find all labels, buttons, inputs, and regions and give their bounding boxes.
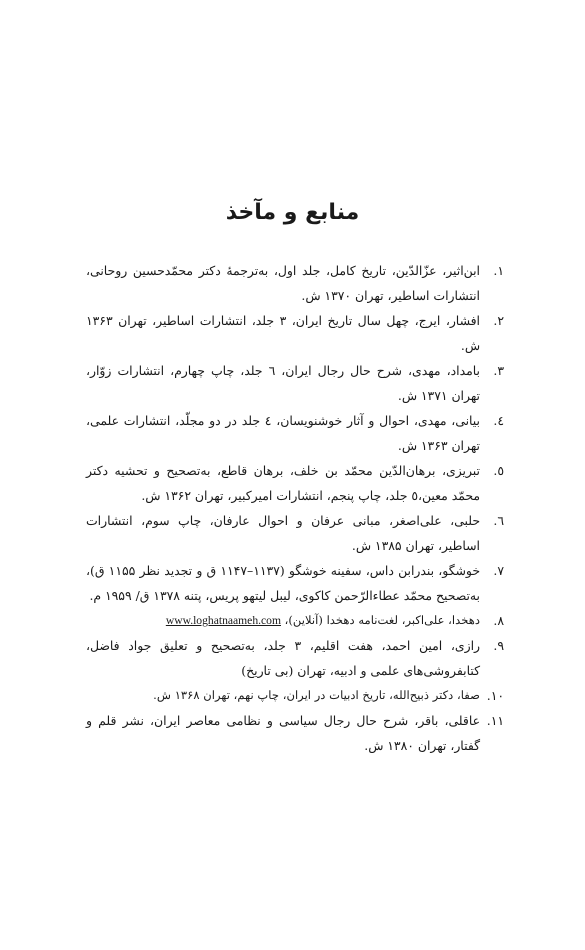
reference-text: تبریزی، برهان‌الدّین محمّد بن خلف، برهان قاطع، به‌تصحیح و تحشیه دکتر محمّد معین،٥ جلد، چاپ پنجم، انتشارات امیرکبیر، تهران ۱۳۶۲ ش.	[86, 463, 480, 503]
reference-item	[86, 458, 504, 508]
reference-item	[86, 608, 504, 633]
reference-item	[86, 358, 504, 408]
reference-number: ٥.	[493, 463, 504, 478]
reference-item	[86, 633, 504, 683]
reference-number: ١٠.	[486, 688, 504, 703]
reference-number: ٩.	[493, 638, 504, 653]
reference-text: ابن‌اثیر، عزّالدّین، تاریخ کامل، جلد اول، به‌ترجمهٔ دکتر محمّدحسین روحانی، انتشارات اساطیر، تهران ۱۳۷۰ ش.	[86, 263, 480, 303]
reference-number: ٧.	[493, 563, 504, 578]
reference-text: بامداد، مهدی، شرح حال رجال ایران، ٦ جلد، چاپ چهارم، انتشارات زوّار، تهران ۱۳۷۱ ش.	[86, 363, 480, 403]
reference-item	[86, 683, 504, 708]
reference-text-part: دهخدا، علی‌اکبر، لغت‌نامه دهخدا (آنلاین)،	[284, 613, 480, 627]
reference-text	[86, 608, 480, 633]
reference-number: ٣.	[493, 363, 504, 378]
reference-item	[86, 408, 504, 458]
reference-number: ٨.	[493, 613, 504, 628]
website-link[interactable]: www.loghatnaameh.com	[165, 614, 281, 627]
reference-number: ١.	[493, 263, 504, 278]
reference-text: افشار، ایرج، چهل سال تاریخ ایران، ۳ جلد، انتشارات اساطیر، تهران ۱۳۶۳ ش.	[86, 313, 480, 353]
reference-text: بیانی، مهدی، احوال و آثار خوشنویسان، ٤ جلد در دو مجلّد، انتشارات علمی، تهران ۱۳۶۳ ش.	[86, 413, 480, 453]
reference-item	[86, 258, 504, 308]
reference-text: رازی، امین احمد، هفت اقلیم، ۳ جلد، به‌تصحیح و تعلیق جواد فاضل، کتابفروشی‌های علمی و ادبیه، تهران (بی تاریخ)	[86, 638, 481, 678]
reference-text: خوشگو، بندرابن داس، سفینه خوشگو (۱۱۳۷–۱۱۴۷ ق و تجدید نظر ۱۱۵۵ ق)، به‌تصحیح محمّد عطاءالرّحمن کاکوی، لیبل لیتهو پریس، پتنه ۱۳۷۸ ق/ ۱۹۵۹ م.	[86, 563, 480, 603]
reference-item	[86, 558, 504, 608]
references-list	[86, 258, 504, 758]
page-title: منابع و مآخذ	[225, 200, 360, 225]
reference-text: حلبی، علی‌اصغر، مبانی عرفان و احوال عارفان، چاپ سوم، انتشارات اساطیر، تهران ۱۳۸۵ ش.	[86, 513, 480, 553]
reference-number: ٢.	[493, 313, 504, 328]
reference-number: ١١.	[486, 713, 504, 728]
reference-text: عاقلی، باقر، شرح حال رجال سیاسی و نظامی معاصر ایران، نشر قلم و گفتار، تهران ۱۳۸۰ ش.	[86, 713, 480, 753]
reference-item	[86, 508, 504, 558]
reference-item	[86, 308, 504, 358]
reference-text: صفا، دکتر ذبیح‌الله، تاریخ ادبیات در ایران، چاپ نهم، تهران ۱۳۶۸ ش.	[153, 688, 480, 702]
reference-number: ٦.	[493, 513, 504, 528]
reference-number: ٤.	[493, 413, 504, 428]
reference-item	[86, 708, 504, 758]
